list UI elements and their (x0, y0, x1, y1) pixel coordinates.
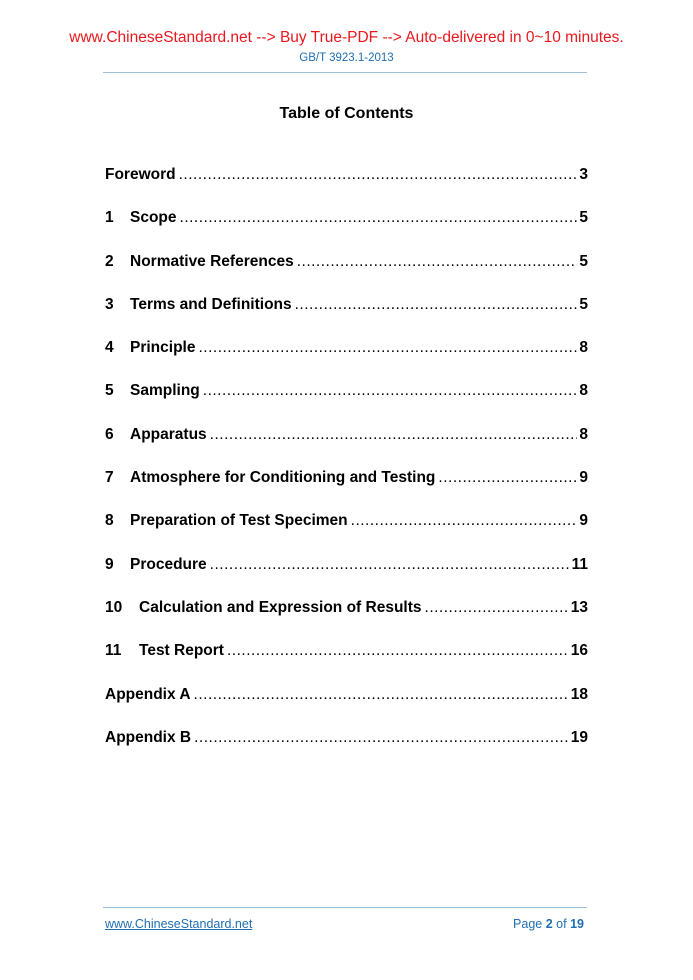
toc-entry-scope[interactable] (105, 209, 588, 252)
toc-entry-title: Preparation of Test Specimen (130, 512, 348, 530)
toc-leader (351, 512, 578, 530)
toc-entry-number: 11 (105, 642, 122, 660)
toc-entry-calculation[interactable] (105, 599, 588, 642)
toc-entry-foreword[interactable] (105, 166, 588, 209)
page-label: Page (513, 917, 543, 931)
page-total: 19 (570, 917, 584, 931)
toc-entry-page: 3 (579, 166, 588, 183)
toc-entry-number: 3 (105, 295, 114, 313)
footer-site-link[interactable]: www.ChineseStandard.net (105, 917, 253, 931)
toc-leader (203, 382, 578, 400)
toc-entry-title: Sampling (130, 382, 200, 400)
toc-entry-page: 5 (579, 209, 588, 227)
toc-leader (194, 686, 569, 704)
toc-entry-appendix-b[interactable] (105, 729, 588, 772)
toc-leader (210, 426, 578, 444)
toc-leader (180, 209, 578, 227)
toc-entry-title: Calculation and Expression of Results (139, 598, 422, 616)
toc-entry-page: 9 (579, 469, 588, 487)
standard-code: GB/T 3923.1-2013 (299, 52, 394, 64)
toc-entry-number: 7 (105, 469, 114, 487)
page-current: 2 (545, 917, 553, 931)
toc-leader (438, 469, 577, 487)
toc-entry-preparation[interactable] (105, 512, 588, 555)
toc-entry-number: 10 (105, 598, 123, 616)
toc-leader (227, 642, 569, 660)
toc-entry-page: 11 (571, 555, 588, 573)
footer-divider (103, 907, 587, 908)
toc-entry-terms-and-definitions[interactable] (105, 296, 588, 339)
header-divider (103, 72, 587, 73)
toc-entry-title: Normative References (130, 252, 294, 270)
toc-entry-page: 13 (570, 598, 588, 616)
toc-leader (179, 166, 578, 184)
toc-entry-principle[interactable] (105, 339, 588, 382)
toc-leader (295, 296, 578, 314)
toc-leader (198, 339, 577, 357)
toc-entry-title: Foreword (105, 166, 176, 183)
toc-entry-title: Test Report (139, 642, 224, 660)
toc-entry-apparatus[interactable] (105, 426, 588, 469)
toc-entry-title: Terms and Definitions (130, 295, 292, 313)
toc-entry-number: 2 (105, 252, 114, 270)
toc-entry-number: 5 (105, 382, 114, 400)
toc-entry-page: 16 (570, 642, 588, 660)
banner-link[interactable]: www.ChineseStandard.net --> Buy True-PDF --> Auto-delivered in 0~10 minutes. (69, 29, 624, 46)
page-indicator (513, 916, 584, 932)
toc-entry-number: 1 (105, 209, 114, 227)
toc-entry-title: Procedure (130, 555, 207, 573)
toc-entry-page: 9 (579, 512, 588, 530)
toc-entry-title: Principle (130, 339, 196, 357)
toc-entry-title: Scope (130, 209, 177, 227)
toc-entry-normative-references[interactable] (105, 253, 588, 296)
toc-entry-title: Apparatus (130, 425, 207, 443)
toc-title: Table of Contents (279, 105, 414, 122)
table-of-contents (105, 166, 588, 772)
toc-entry-test-report[interactable] (105, 642, 588, 685)
toc-leader (194, 729, 569, 747)
toc-leader (425, 599, 569, 617)
toc-entry-page: 5 (579, 295, 588, 313)
toc-leader (297, 253, 578, 271)
toc-entry-appendix-a[interactable] (105, 686, 588, 729)
toc-entry-number: 6 (105, 425, 114, 443)
toc-entry-title: Appendix A (105, 685, 191, 703)
toc-entry-number: 8 (105, 512, 114, 530)
toc-entry-title: Atmosphere for Conditioning and Testing (130, 469, 436, 487)
toc-entry-procedure[interactable] (105, 556, 588, 599)
toc-entry-sampling[interactable] (105, 382, 588, 425)
toc-entry-page: 5 (579, 252, 588, 270)
toc-entry-number: 9 (105, 555, 114, 573)
toc-entry-page: 19 (570, 728, 588, 746)
toc-entry-page: 18 (570, 685, 588, 703)
page-of-label: of (556, 917, 567, 931)
toc-entry-page: 8 (579, 425, 588, 443)
toc-entry-number: 4 (105, 339, 114, 357)
toc-entry-title: Appendix B (105, 728, 192, 746)
toc-entry-page: 8 (579, 382, 588, 400)
toc-entry-page: 8 (579, 339, 588, 357)
toc-leader (210, 556, 570, 574)
toc-entry-atmosphere[interactable] (105, 469, 588, 512)
